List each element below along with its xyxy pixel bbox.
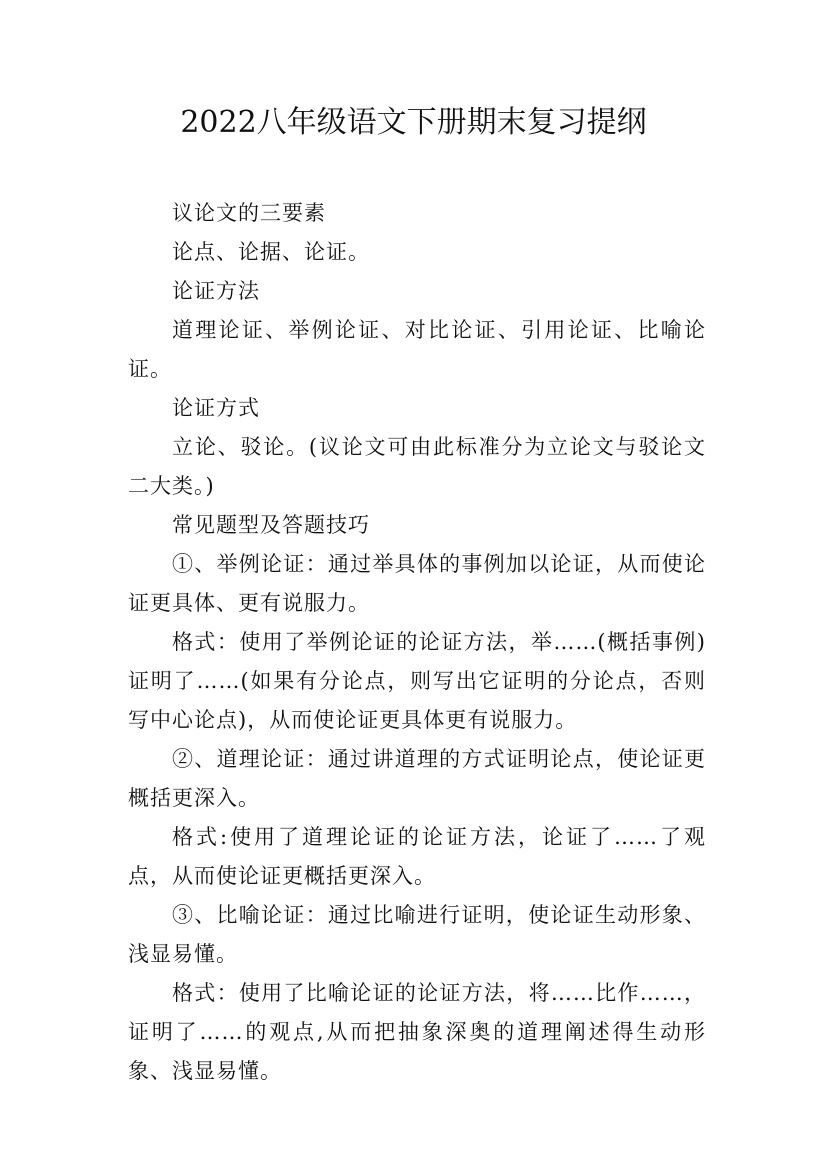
paragraph-reasoning-format: 格式:使用了道理论证的论证方法，论证了……了观点，从而使论证更概括更深入。 — [128, 825, 706, 888]
paragraph-reasoning-argument: ②、道理论证：通过讲道理的方式证明论点，使论证更概括更深入。 — [128, 747, 706, 810]
section-heading-question-types: 常见题型及答题技巧 — [172, 513, 370, 537]
paragraph-example-argument: ①、举例论证：通过举具体的事例加以论证，从而使论证更具体、更有说服力。 — [128, 552, 706, 615]
paragraph-modes: 立论、驳论。(议论文可由此标准分为立论文与驳论文二大类。) — [128, 435, 706, 498]
document-title: 2022八年级语文下册期末复习提纲 — [180, 105, 647, 140]
document-body — [128, 194, 706, 1091]
section-heading-methods: 论证方法 — [172, 279, 260, 303]
paragraph-metaphor-format: 格式：使用了比喻论证的论证方法，将……比作……，证明了……的观点,从而把抽象深奥的道理阐述得生动形象、浅显易懂。 — [128, 981, 706, 1083]
paragraph-three-elements: 论点、论据、论证。 — [172, 240, 370, 264]
paragraph-methods: 道理论证、举例论证、对比论证、引用论证、比喻论证。 — [128, 318, 706, 381]
paragraph-metaphor-argument: ③、比喻论证：通过比喻进行证明，使论证生动形象、浅显易懂。 — [128, 903, 706, 966]
section-heading-modes: 论证方式 — [172, 396, 260, 420]
section-heading-three-elements: 议论文的三要素 — [172, 201, 326, 225]
paragraph-example-format: 格式：使用了举例论证的论证方法，举……(概括事例)证明了……(如果有分论点，则写出它证明的分论点，否则写中心论点)，从而使论证更具体更有说服力。 — [128, 630, 706, 732]
